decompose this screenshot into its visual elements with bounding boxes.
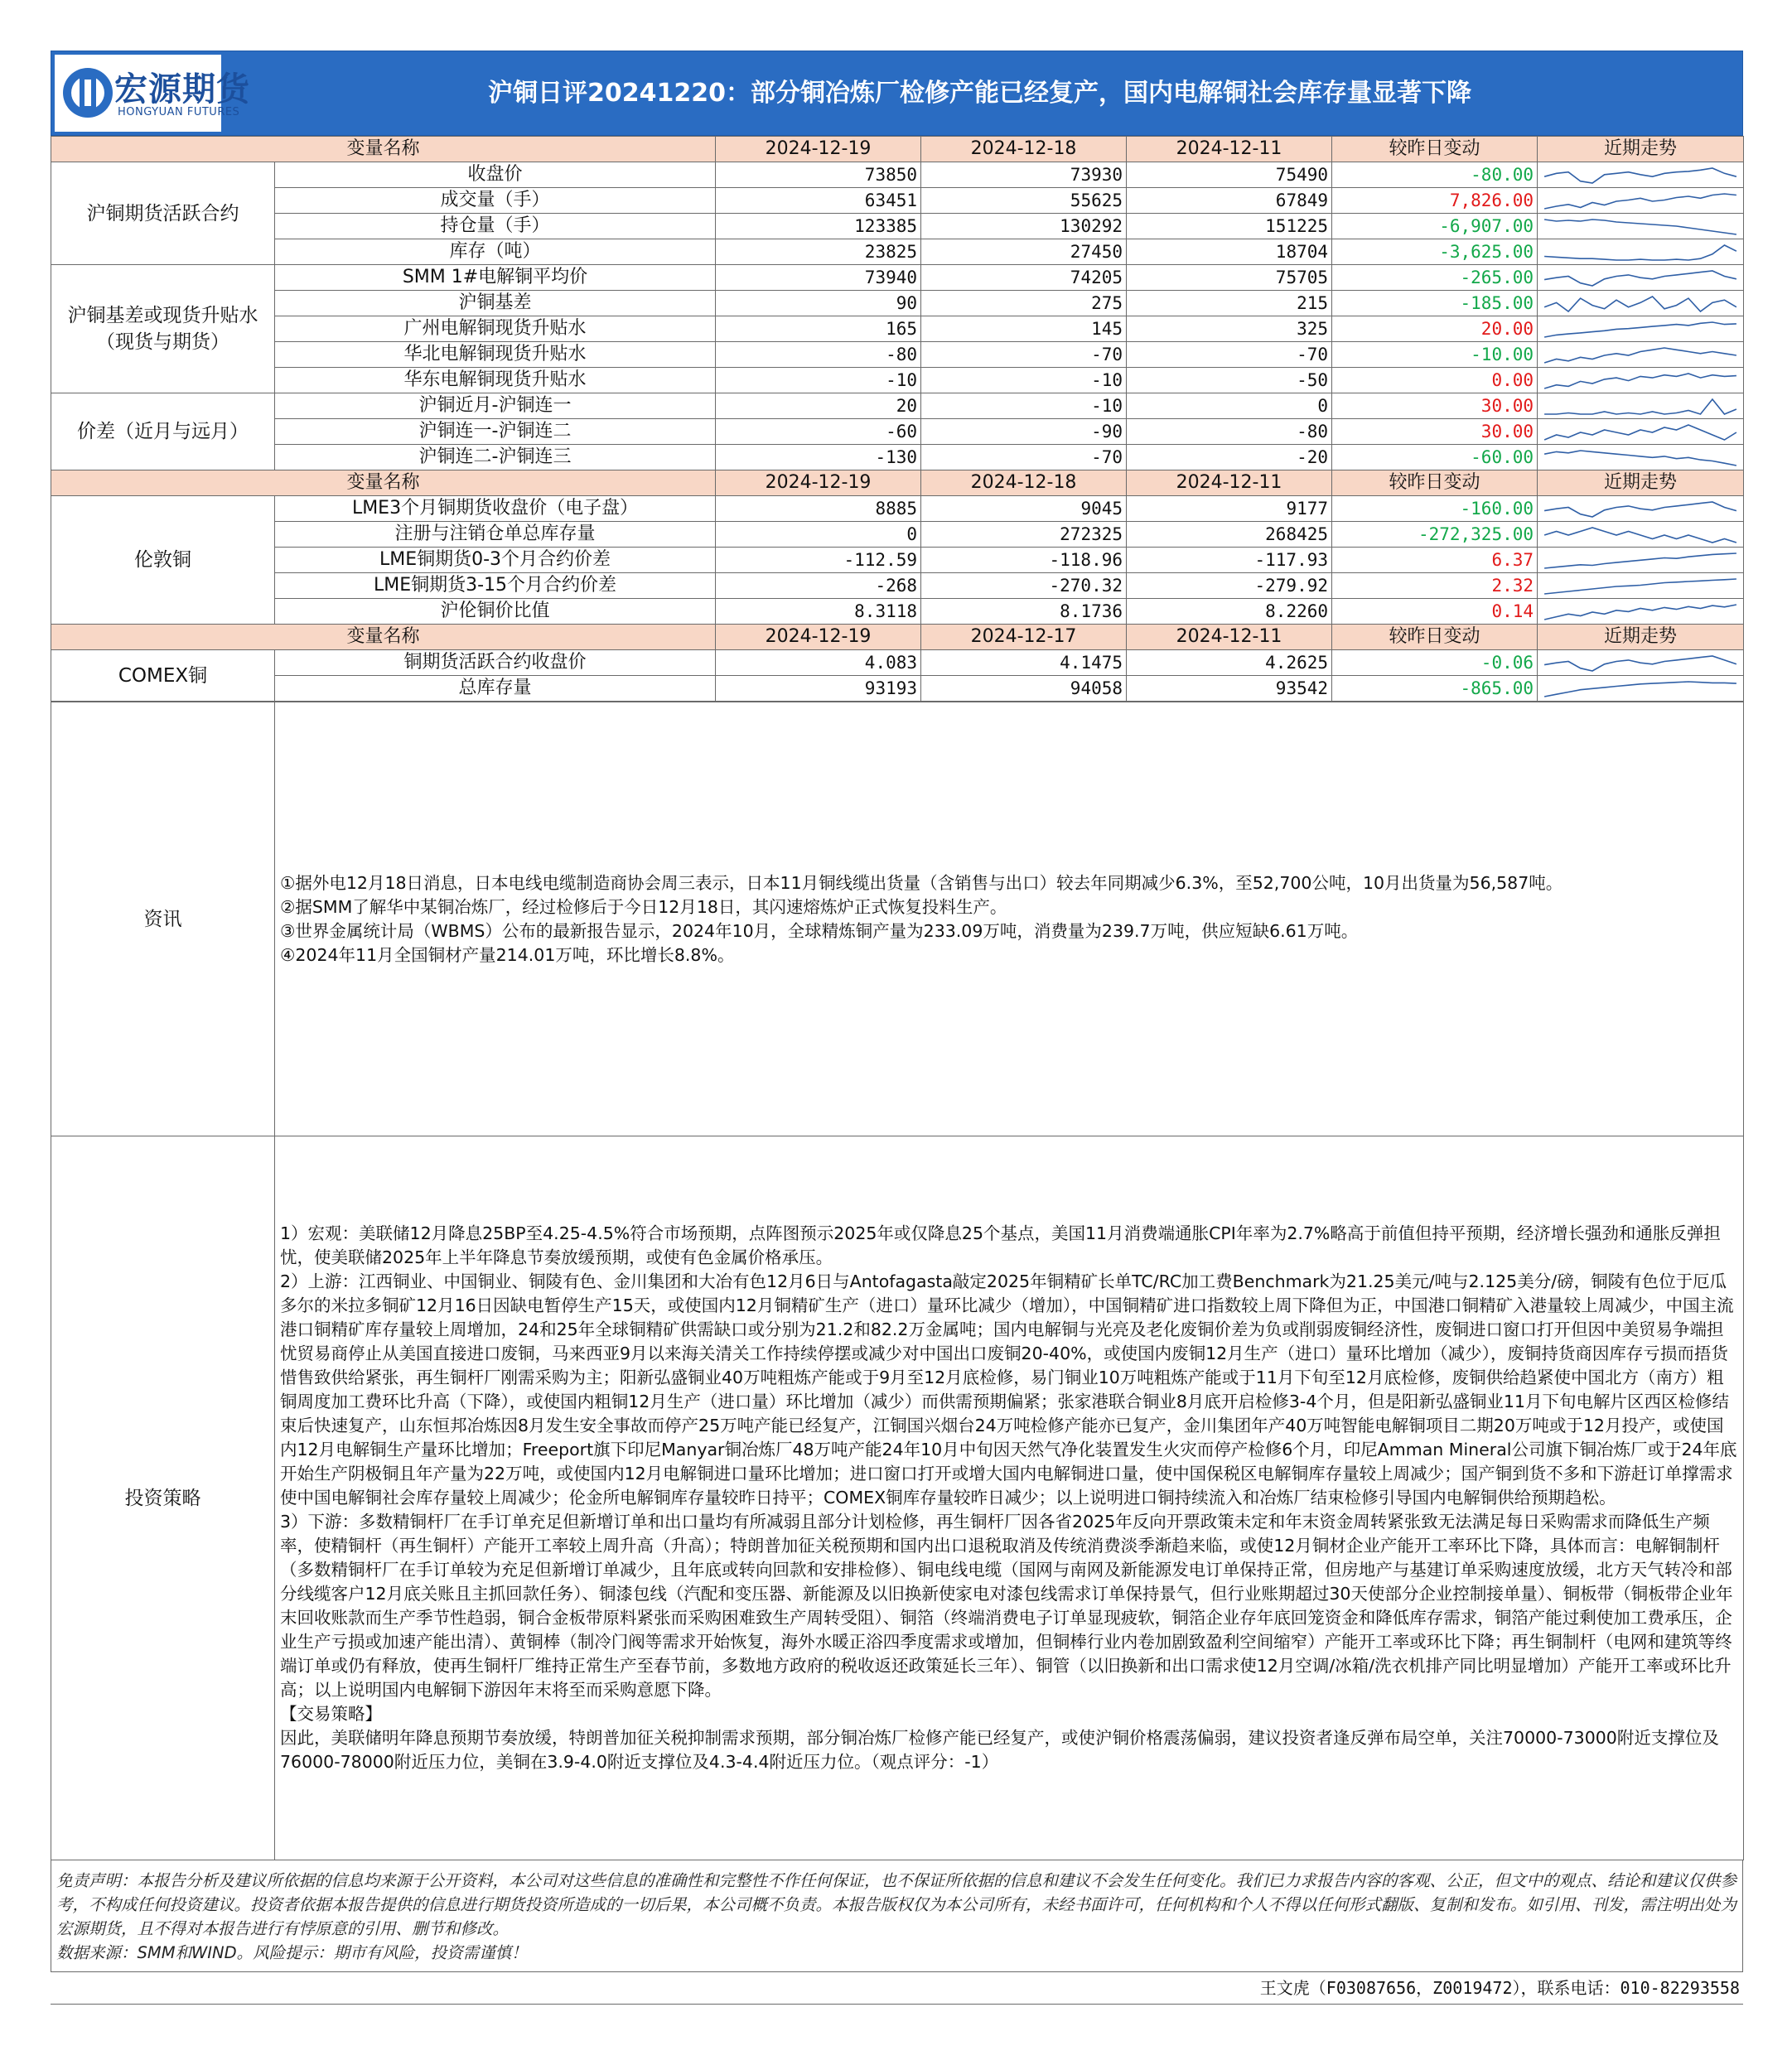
variable-name: 华北电解铜现货升贴水 — [275, 342, 716, 368]
sparkline-chart — [1539, 497, 1741, 521]
disclaimer-text: 免责声明：本报告分析及建议所依据的信息均来源于公开资料，本公司对这些信息的准确性和完整性不作任何保证，也不保证所依据的信息和建议不会发生任何变化。我们已力求报告内容的客观、公正，但文中的观点、结论和建议仅供参考，不构成任何投资建议。投资者依据本报告提供的信息进行期货投资所造成的一切后果，本公司概不负责。本报告版权仅为本公司所有，未经书面许可，任何机构和个人不得以任何形式翻版、复制和发布。如引用、刊发，需注明出处为宏源期货，且不得对本报告进行有悖原意的引用、删节和修改。 — [56, 1871, 1737, 1938]
change-value: -265.00 — [1332, 265, 1538, 291]
change-value: 30.00 — [1332, 393, 1538, 419]
value-date-1: 0 — [716, 522, 921, 548]
table-row — [51, 393, 1744, 419]
value-date-3: -70 — [1127, 342, 1332, 368]
table-row — [51, 445, 1744, 470]
logo-chinese-text: 宏源期货 — [114, 70, 250, 109]
sparkline-chart — [1539, 317, 1741, 341]
category-cell: COMEX铜 — [51, 650, 275, 702]
change-value: 20.00 — [1332, 316, 1538, 342]
sparkline-chart — [1539, 548, 1741, 572]
variable-name: SMM 1#电解铜平均价 — [275, 265, 716, 291]
news-paragraph: ②据SMM了解华中某铜冶炼厂，经过检修后于今日12月18日，其闪速熔炼炉正式恢复投料生产。 — [280, 896, 1007, 917]
value-date-3: 215 — [1127, 291, 1332, 316]
sparkline-chart — [1539, 420, 1741, 444]
table-row — [51, 368, 1744, 393]
sparkline-line — [1544, 348, 1736, 363]
variable-name: 总库存量 — [275, 676, 716, 702]
value-date-3: 151225 — [1127, 214, 1332, 239]
sparkline-line — [1544, 399, 1736, 414]
sparkline-chart — [1539, 189, 1741, 213]
value-date-1: 8885 — [716, 496, 921, 522]
change-value: -272,325.00 — [1332, 522, 1538, 548]
sparkline-line — [1544, 245, 1736, 260]
news-row — [51, 702, 1744, 1136]
table-row — [51, 342, 1744, 368]
trend-sparkline — [1538, 265, 1744, 291]
value-date-1: 4.083 — [716, 650, 921, 676]
value-date-1: 165 — [716, 316, 921, 342]
table-row — [51, 188, 1744, 214]
value-date-2: 94058 — [921, 676, 1127, 702]
table-row — [51, 496, 1744, 522]
header-trend: 近期走势 — [1538, 470, 1744, 496]
variable-name: 持仓量（手） — [275, 214, 716, 239]
variable-name: LME铜期货3-15个月合约价差 — [275, 573, 716, 599]
variable-name: LME3个月铜期货收盘价（电子盘） — [275, 496, 716, 522]
analyst-contact: 王文虎（F03087656，Z0019472），联系电话：010-82293558 — [51, 1972, 1743, 2005]
variable-name: 铜期货活跃合约收盘价 — [275, 650, 716, 676]
value-date-2: -70 — [921, 445, 1127, 470]
header-date-2: 2024-12-18 — [921, 470, 1127, 496]
value-date-2: 272325 — [921, 522, 1127, 548]
trend-sparkline — [1538, 393, 1744, 419]
data-source-text: 数据来源：SMM和WIND。风险提示：期市有风险，投资需谨慎！ — [56, 1943, 528, 1962]
trend-sparkline — [1538, 188, 1744, 214]
sparkline-line — [1544, 553, 1736, 568]
sparkline-chart — [1539, 600, 1741, 624]
value-date-3: 67849 — [1127, 188, 1332, 214]
change-value: -160.00 — [1332, 496, 1538, 522]
value-date-1: -10 — [716, 368, 921, 393]
header-variable: 变量名称 — [51, 137, 716, 162]
sparkline-chart — [1539, 574, 1741, 598]
value-date-3: -20 — [1127, 445, 1332, 470]
variable-name: 注册与注销仓单总库存量 — [275, 522, 716, 548]
value-date-1: 90 — [716, 291, 921, 316]
sparkline-line — [1544, 579, 1736, 594]
table-row — [51, 599, 1744, 625]
value-date-2: -270.32 — [921, 573, 1127, 599]
section-header-row — [51, 137, 1744, 162]
table-row — [51, 548, 1744, 573]
header-variable: 变量名称 — [51, 470, 716, 496]
sparkline-chart — [1539, 677, 1741, 701]
trend-sparkline — [1538, 522, 1744, 548]
sparkline-line — [1544, 168, 1736, 183]
data-table — [51, 136, 1744, 702]
sparkline-chart — [1539, 446, 1741, 470]
value-date-2: 9045 — [921, 496, 1127, 522]
value-date-3: 4.2625 — [1127, 650, 1332, 676]
value-date-3: -80 — [1127, 419, 1332, 445]
value-date-1: -60 — [716, 419, 921, 445]
variable-name: 成交量（手） — [275, 188, 716, 214]
value-date-1: 8.3118 — [716, 599, 921, 625]
value-date-2: 4.1475 — [921, 650, 1127, 676]
sparkline-line — [1544, 220, 1736, 234]
table-row — [51, 239, 1744, 265]
value-date-3: 0 — [1127, 393, 1332, 419]
header-date-3: 2024-12-11 — [1127, 625, 1332, 650]
value-date-2: -118.96 — [921, 548, 1127, 573]
value-date-2: 8.1736 — [921, 599, 1127, 625]
trend-sparkline — [1538, 650, 1744, 676]
value-date-3: -279.92 — [1127, 573, 1332, 599]
news-label: 资讯 — [51, 702, 275, 1136]
change-value: -10.00 — [1332, 342, 1538, 368]
table-row — [51, 291, 1744, 316]
strategy-paragraph: 【交易策略】 — [280, 1704, 382, 1724]
change-value: -185.00 — [1332, 291, 1538, 316]
trend-sparkline — [1538, 162, 1744, 188]
value-date-2: 27450 — [921, 239, 1127, 265]
variable-name: 沪铜连二-沪铜连三 — [275, 445, 716, 470]
section-header-row — [51, 470, 1744, 496]
value-date-3: 18704 — [1127, 239, 1332, 265]
value-date-2: -70 — [921, 342, 1127, 368]
value-date-2: 55625 — [921, 188, 1127, 214]
strategy-row — [51, 1136, 1744, 1860]
sparkline-line — [1544, 528, 1736, 543]
value-date-3: 268425 — [1127, 522, 1332, 548]
change-value: 2.32 — [1332, 573, 1538, 599]
report-title: 沪铜日评20241220：部分铜冶炼厂检修产能已经复产，国内电解铜社会库存量显著下降 — [488, 79, 1471, 108]
value-date-1: 23825 — [716, 239, 921, 265]
sparkline-chart — [1539, 215, 1741, 239]
logo-english-text: HONGYUAN FUTURES — [118, 106, 240, 118]
trend-sparkline — [1538, 599, 1744, 625]
hongyuan-logo-icon — [60, 63, 116, 123]
change-value: 6.37 — [1332, 548, 1538, 573]
trend-sparkline — [1538, 291, 1744, 316]
header-trend: 近期走势 — [1538, 625, 1744, 650]
value-date-2: 145 — [921, 316, 1127, 342]
value-date-2: 275 — [921, 291, 1127, 316]
table-row — [51, 650, 1744, 676]
strategy-paragraph: 3）下游：多数精铜杆厂在手订单充足但新增订单和出口量均有所减弱且部分计划检修，再生铜杆厂因各省2025年反向开票政策未定和年末资金周转紧张致无法满足每日采购需求而降低生产频率，使精铜杆（再生铜杆）产能开工率较上周升高（升高）；特朗普加征关税预期和国内出口退税取消及传统消费淡季渐趋来临，或使12月铜材企业产能开工率环比下降，具体而言：电解铜制杆（多数精铜杆厂在手订单较为充足但新增订单减少，且年底或转向回款和安排检修）、铜电线电缆（国网与南网及新能源发电订单保持正常，但房地产与基建订单采购速度放缓，北方天气转冷和部分线缆客户12月底关账且主抓回款任务）、铜漆包线（汽配和变压器、新能源及以旧换新使家电对漆包线需求订单保持景气，但行业账期超过30天使部分企业控制接单量）、铜板带（铜板带企业年末回收账款而生产季节性趋弱，铜合金板带原料紧张而采购困难致生产周转受阻）、铜箔（终端消费电子订单显现疲软，铜箔企业存年底回笼资金和降低库存需求，铜箔产能过剩使加工费承压，企业生产亏损或加速产能出清）、黄铜棒（制冷门阀等需求开始恢复，海外水暖正浴四季度需求或增加，但铜棒行业内卷加剧致盈利空间缩窄）产能开工率或环比下降；再生铜制杆（电网和建筑等终端订单或仍有释放，使再生铜杆厂维持正常生产至春节前，多数地方政府的税收返还政策延长三年）、铜管（以旧换新和出口需求使12月空调/冰箱/洗衣机排产同比明显增加）产能开工率或环比升高；以上说明国内电解铜下游因年末将至而采购意愿下降。 — [280, 1512, 1733, 1700]
header-variable: 变量名称 — [51, 625, 716, 650]
sparkline-chart — [1539, 651, 1741, 675]
trend-sparkline — [1538, 342, 1744, 368]
strategy-label: 投资策略 — [51, 1136, 275, 1860]
notes-table — [51, 702, 1744, 1860]
strategy-paragraph: 1）宏观：美联储12月降息25BP至4.25-4.5%符合市场预期，点阵图预示2025年或仅降息25个基点，美国11月消费端通胀CPI年率为2.7%略高于前值但持平预期，经济增长强劲和通胀反弹担忧，使美联储2025年上半年降息节奏放缓预期，或使有色金属价格承压。 — [280, 1223, 1721, 1267]
category-cell: 伦敦铜 — [51, 496, 275, 625]
value-date-1: -112.59 — [716, 548, 921, 573]
change-value: 7,826.00 — [1332, 188, 1538, 214]
change-value: -80.00 — [1332, 162, 1538, 188]
table-row — [51, 214, 1744, 239]
change-value: 0.14 — [1332, 599, 1538, 625]
variable-name: 库存（吨） — [275, 239, 716, 265]
table-row — [51, 316, 1744, 342]
variable-name: 沪铜近月-沪铜连一 — [275, 393, 716, 419]
category-cell: 价差（近月与远月） — [51, 393, 275, 470]
category-cell: 沪铜基差或现货升贴水（现货与期货） — [51, 265, 275, 393]
sparkline-line — [1544, 297, 1736, 311]
value-date-3: 8.2260 — [1127, 599, 1332, 625]
header-change: 较昨日变动 — [1332, 470, 1538, 496]
sparkline-line — [1544, 605, 1736, 620]
variable-name: 沪铜基差 — [275, 291, 716, 316]
trend-sparkline — [1538, 214, 1744, 239]
sparkline-line — [1544, 682, 1736, 697]
change-value: 30.00 — [1332, 419, 1538, 445]
header-date-3: 2024-12-11 — [1127, 137, 1332, 162]
header-change: 较昨日变动 — [1332, 137, 1538, 162]
sparkline-chart — [1539, 369, 1741, 393]
strategy-content — [275, 1136, 1744, 1860]
value-date-2: 73930 — [921, 162, 1127, 188]
trend-sparkline — [1538, 316, 1744, 342]
trend-sparkline — [1538, 368, 1744, 393]
strategy-paragraph: 2）上游：江西铜业、中国铜业、铜陵有色、金川集团和大冶有色12月6日与Antofagasta敲定2025年铜精矿长单TC/RC加工费Benchmark为21.25美元/吨与2.125美分/磅，铜陵有色位于厄瓜多尔的米拉多铜矿12月16日因缺电暂停生产15天，或使国内12月铜精矿生产（进口）量环比减少（增加），中国铜精矿进口指数较上周下降但为正，中国港口铜精矿入港量较上周减少，中国主流港口铜精矿库存量较上周增加，24和25年全球铜精矿供需缺口或分别为21.2和82.2万金属吨；国内电解铜与光亮及老化废铜价差为负或削弱废铜经济性，废铜进口窗口打开但因中美贸易争端担忧贸易商停止从美国直接进口废铜，马来西亚9月以来海关清关工作持续停摆或减少对中国出口废铜20-40%，或使国内废铜12月生产（进口）量环比增加（减少），废铜持货商因库存亏损而捂货惜售致供给紧张，再生铜杆厂刚需采购为主；阳新弘盛铜业40万吨粗炼产能或于9月至12月底检修，易门铜业10万吨粗炼产能或于11月下旬至12月底检修，废铜供给趋紧使中国北方（南方）粗铜周度加工费环比升高（下降），或使国内粗铜12月生产（进口量）环比增加（减少）而供需预期偏紧；张家港联合铜业8月底开启检修3-4个月，但是阳新弘盛铜业11月下旬电解片区西区检修结束后快速复产，山东恒邦冶炼因8月发生安全事故而停产25万吨产能已经复产，江铜国兴烟台24万吨检修产能亦已复产，金川集团年产40万吨智能电解铜项目二期20万吨或于12月投产，或使国内12月电解铜生产量环比增加；Freeport旗下印尼Manyar铜冶炼厂48万吨产能24年10月中旬因天然气净化装置发生火灾而停产检修6个月，印尼Amman Mineral公司旗下铜冶炼厂或于24年底开始生产阴极铜且年产量为22万吨，或使国内12月电解铜进口量环比增加；进口窗口打开或增大国内电解铜进口量，使中国保税区电解铜库存量较上周减少；国产铜到货不多和下游赶订单撑需求使中国电解铜社会库存量较上周减少；伦金所电解铜库存量较昨日持平；COMEX铜库存量较昨日减少；以上说明进口铜持续流入和冶炼厂结束检修引导国内电解铜供给预期趋松。 — [280, 1271, 1737, 1508]
trend-sparkline — [1538, 419, 1744, 445]
change-value: -865.00 — [1332, 676, 1538, 702]
sparkline-chart — [1539, 343, 1741, 367]
category-cell: 沪铜期货活跃合约 — [51, 162, 275, 265]
variable-name: 华东电解铜现货升贴水 — [275, 368, 716, 393]
table-row — [51, 419, 1744, 445]
value-date-2: -10 — [921, 368, 1127, 393]
news-paragraph: ③世界金属统计局（WBMS）公布的最新报告显示，2024年10月，全球精炼铜产量为233.09万吨，消费量为239.7万吨，供应短缺6.61万吨。 — [280, 920, 1359, 941]
value-date-1: -130 — [716, 445, 921, 470]
change-value: -0.06 — [1332, 650, 1538, 676]
header-date-2: 2024-12-18 — [921, 137, 1127, 162]
sparkline-chart — [1539, 266, 1741, 290]
value-date-3: 9177 — [1127, 496, 1332, 522]
sparkline-line — [1544, 656, 1736, 671]
value-date-3: -117.93 — [1127, 548, 1332, 573]
trend-sparkline — [1538, 496, 1744, 522]
variable-name: 沪伦铜价比值 — [275, 599, 716, 625]
value-date-2: -90 — [921, 419, 1127, 445]
table-row — [51, 522, 1744, 548]
table-row — [51, 162, 1744, 188]
disclaimer — [51, 1860, 1743, 1972]
value-date-1: 63451 — [716, 188, 921, 214]
sparkline-line — [1544, 271, 1736, 286]
report-sheet — [51, 51, 1743, 2005]
change-value: -60.00 — [1332, 445, 1538, 470]
value-date-1: 93193 — [716, 676, 921, 702]
variable-name: LME铜期货0-3个月合约价差 — [275, 548, 716, 573]
value-date-3: 75705 — [1127, 265, 1332, 291]
value-date-2: 74205 — [921, 265, 1127, 291]
value-date-1: 73850 — [716, 162, 921, 188]
change-value: 0.00 — [1332, 368, 1538, 393]
header-date-1: 2024-12-19 — [716, 625, 921, 650]
header-date-2: 2024-12-17 — [921, 625, 1127, 650]
value-date-2: 130292 — [921, 214, 1127, 239]
variable-name: 收盘价 — [275, 162, 716, 188]
strategy-paragraph: 因此，美联储明年降息预期节奏放缓，特朗普加征关税抑制需求预期，部分铜冶炼厂检修产能已经复产，或使沪铜价格震荡偏弱，建议投资者逢反弹布局空单，关注70000-73000附近支撑位及76000-78000附近压力位，美铜在3.9-4.0附近支撑位及4.3-4.4附近压力位。（观点评分：-1） — [280, 1728, 1719, 1772]
value-date-1: -268 — [716, 573, 921, 599]
company-logo — [55, 55, 250, 132]
trend-sparkline — [1538, 548, 1744, 573]
change-value: -3,625.00 — [1332, 239, 1538, 265]
value-date-1: 73940 — [716, 265, 921, 291]
sparkline-chart — [1539, 240, 1741, 264]
value-date-3: -50 — [1127, 368, 1332, 393]
section-header-row — [51, 625, 1744, 650]
news-paragraph: ①据外电12月18日消息，日本电线电缆制造商协会周三表示，日本11月铜线缆出货量（含销售与出口）较去年同期减少6.3%，至52,700公吨，10月出货量为56,587吨。 — [280, 872, 1563, 893]
value-date-3: 325 — [1127, 316, 1332, 342]
value-date-3: 93542 — [1127, 676, 1332, 702]
value-date-1: 20 — [716, 393, 921, 419]
trend-sparkline — [1538, 239, 1744, 265]
table-row — [51, 573, 1744, 599]
header-date-1: 2024-12-19 — [716, 470, 921, 496]
news-paragraph: ④2024年11月全国铜材产量214.01万吨，环比增长8.8%。 — [280, 944, 735, 965]
change-value: -6,907.00 — [1332, 214, 1538, 239]
trend-sparkline — [1538, 573, 1744, 599]
variable-name: 沪铜连一-沪铜连二 — [275, 419, 716, 445]
header-change: 较昨日变动 — [1332, 625, 1538, 650]
header-date-3: 2024-12-11 — [1127, 470, 1332, 496]
table-row — [51, 676, 1744, 702]
sparkline-line — [1544, 502, 1736, 517]
sparkline-line — [1544, 322, 1736, 337]
trend-sparkline — [1538, 676, 1744, 702]
sparkline-line — [1544, 451, 1736, 466]
header-trend: 近期走势 — [1538, 137, 1744, 162]
value-date-2: -10 — [921, 393, 1127, 419]
value-date-1: -80 — [716, 342, 921, 368]
report-header — [51, 51, 1743, 136]
value-date-3: 75490 — [1127, 162, 1332, 188]
value-date-1: 123385 — [716, 214, 921, 239]
variable-name: 广州电解铜现货升贴水 — [275, 316, 716, 342]
sparkline-line — [1544, 374, 1736, 388]
sparkline-line — [1544, 194, 1736, 209]
sparkline-chart — [1539, 394, 1741, 418]
sparkline-chart — [1539, 523, 1741, 547]
header-date-1: 2024-12-19 — [716, 137, 921, 162]
trend-sparkline — [1538, 445, 1744, 470]
news-content — [275, 702, 1744, 1136]
sparkline-chart — [1539, 163, 1741, 187]
sparkline-line — [1544, 425, 1736, 440]
table-row — [51, 265, 1744, 291]
sparkline-chart — [1539, 292, 1741, 316]
